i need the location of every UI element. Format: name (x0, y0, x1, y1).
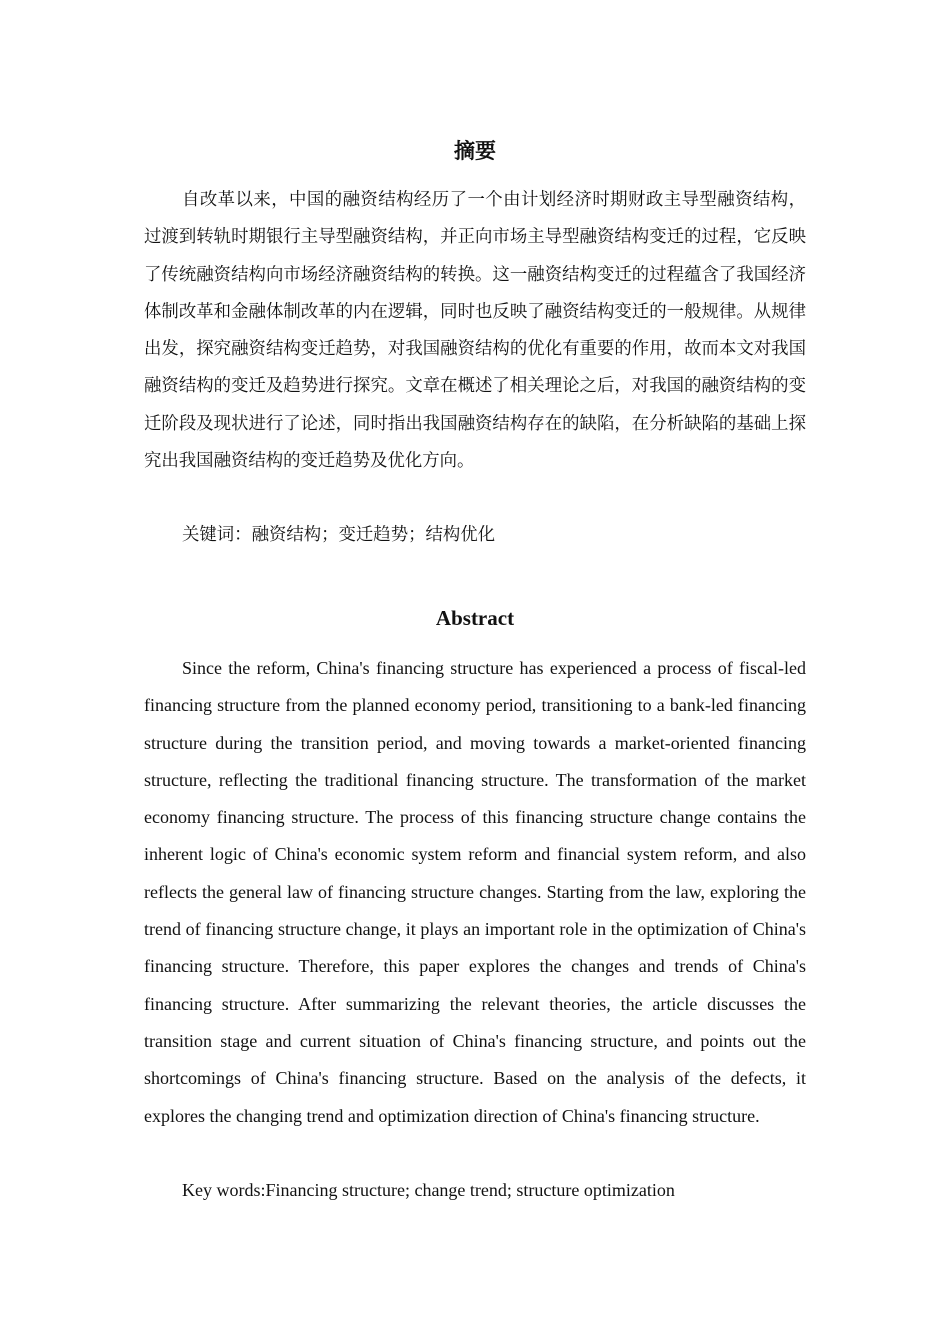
abstract-cn-body: 自改革以来，中国的融资结构经历了一个由计划经济时期财政主导型融资结构，过渡到转轨时期银行主导型融资结构，并正向市场主导型融资结构变迁的过程，它反映了传统融资结构向市场经济融资结构的转换。这一融资结构变迁的过程蕴含了我国经济体制改革和金融体制改革的内在逻辑，同时也反映了融资结构变迁的一般规律。从规律出发，探究融资结构变迁趋势，对我国融资结构的优化有重要的作用，故而本文对我国融资结构的变迁及趋势进行探究。文章在概述了相关理论之后，对我国的融资结构的变迁阶段及现状进行了论述，同时指出我国融资结构存在的缺陷，在分析缺陷的基础上探究出我国融资结构的变迁趋势及优化方向。 (144, 190, 806, 472)
abstract-en-title: Abstract (435, 606, 515, 630)
abstract-cn-title: 摘要 (454, 139, 496, 163)
abstract-cn-keywords: 关键词：融资结构；变迁趋势；结构优化 (182, 525, 496, 545)
abstract-en-body: Since the reform, China's financing structure has experienced a process of fiscal-led financing structure from the planned economy period, transitioning to a bank-led financing structure during the transition period, and moving towards a market-oriented financing structure, reflecting the traditional financing structure. The transformation of the market economy financing structure. The process of this financing structure change contains the inherent logic of China's economic system reform and financial system reform, and also reflects the general law of financing structure changes. Starting from the law, exploring the trend of financing structure change, it plays an important role in the optimization of China's financing structure. Therefore, this paper explores the changes and trends of China's financing structure. After summarizing the relevant theories, the article discusses the transition stage and current situation of China's financing structure, and points out the shortcomings of China's financing structure. Based on the analysis of the defects, it explores the changing trend and optimization direction of China's financing structure. (144, 658, 806, 1126)
abstract-en-keywords: Key words:Financing structure; change trend; structure optimization (182, 1180, 675, 1200)
